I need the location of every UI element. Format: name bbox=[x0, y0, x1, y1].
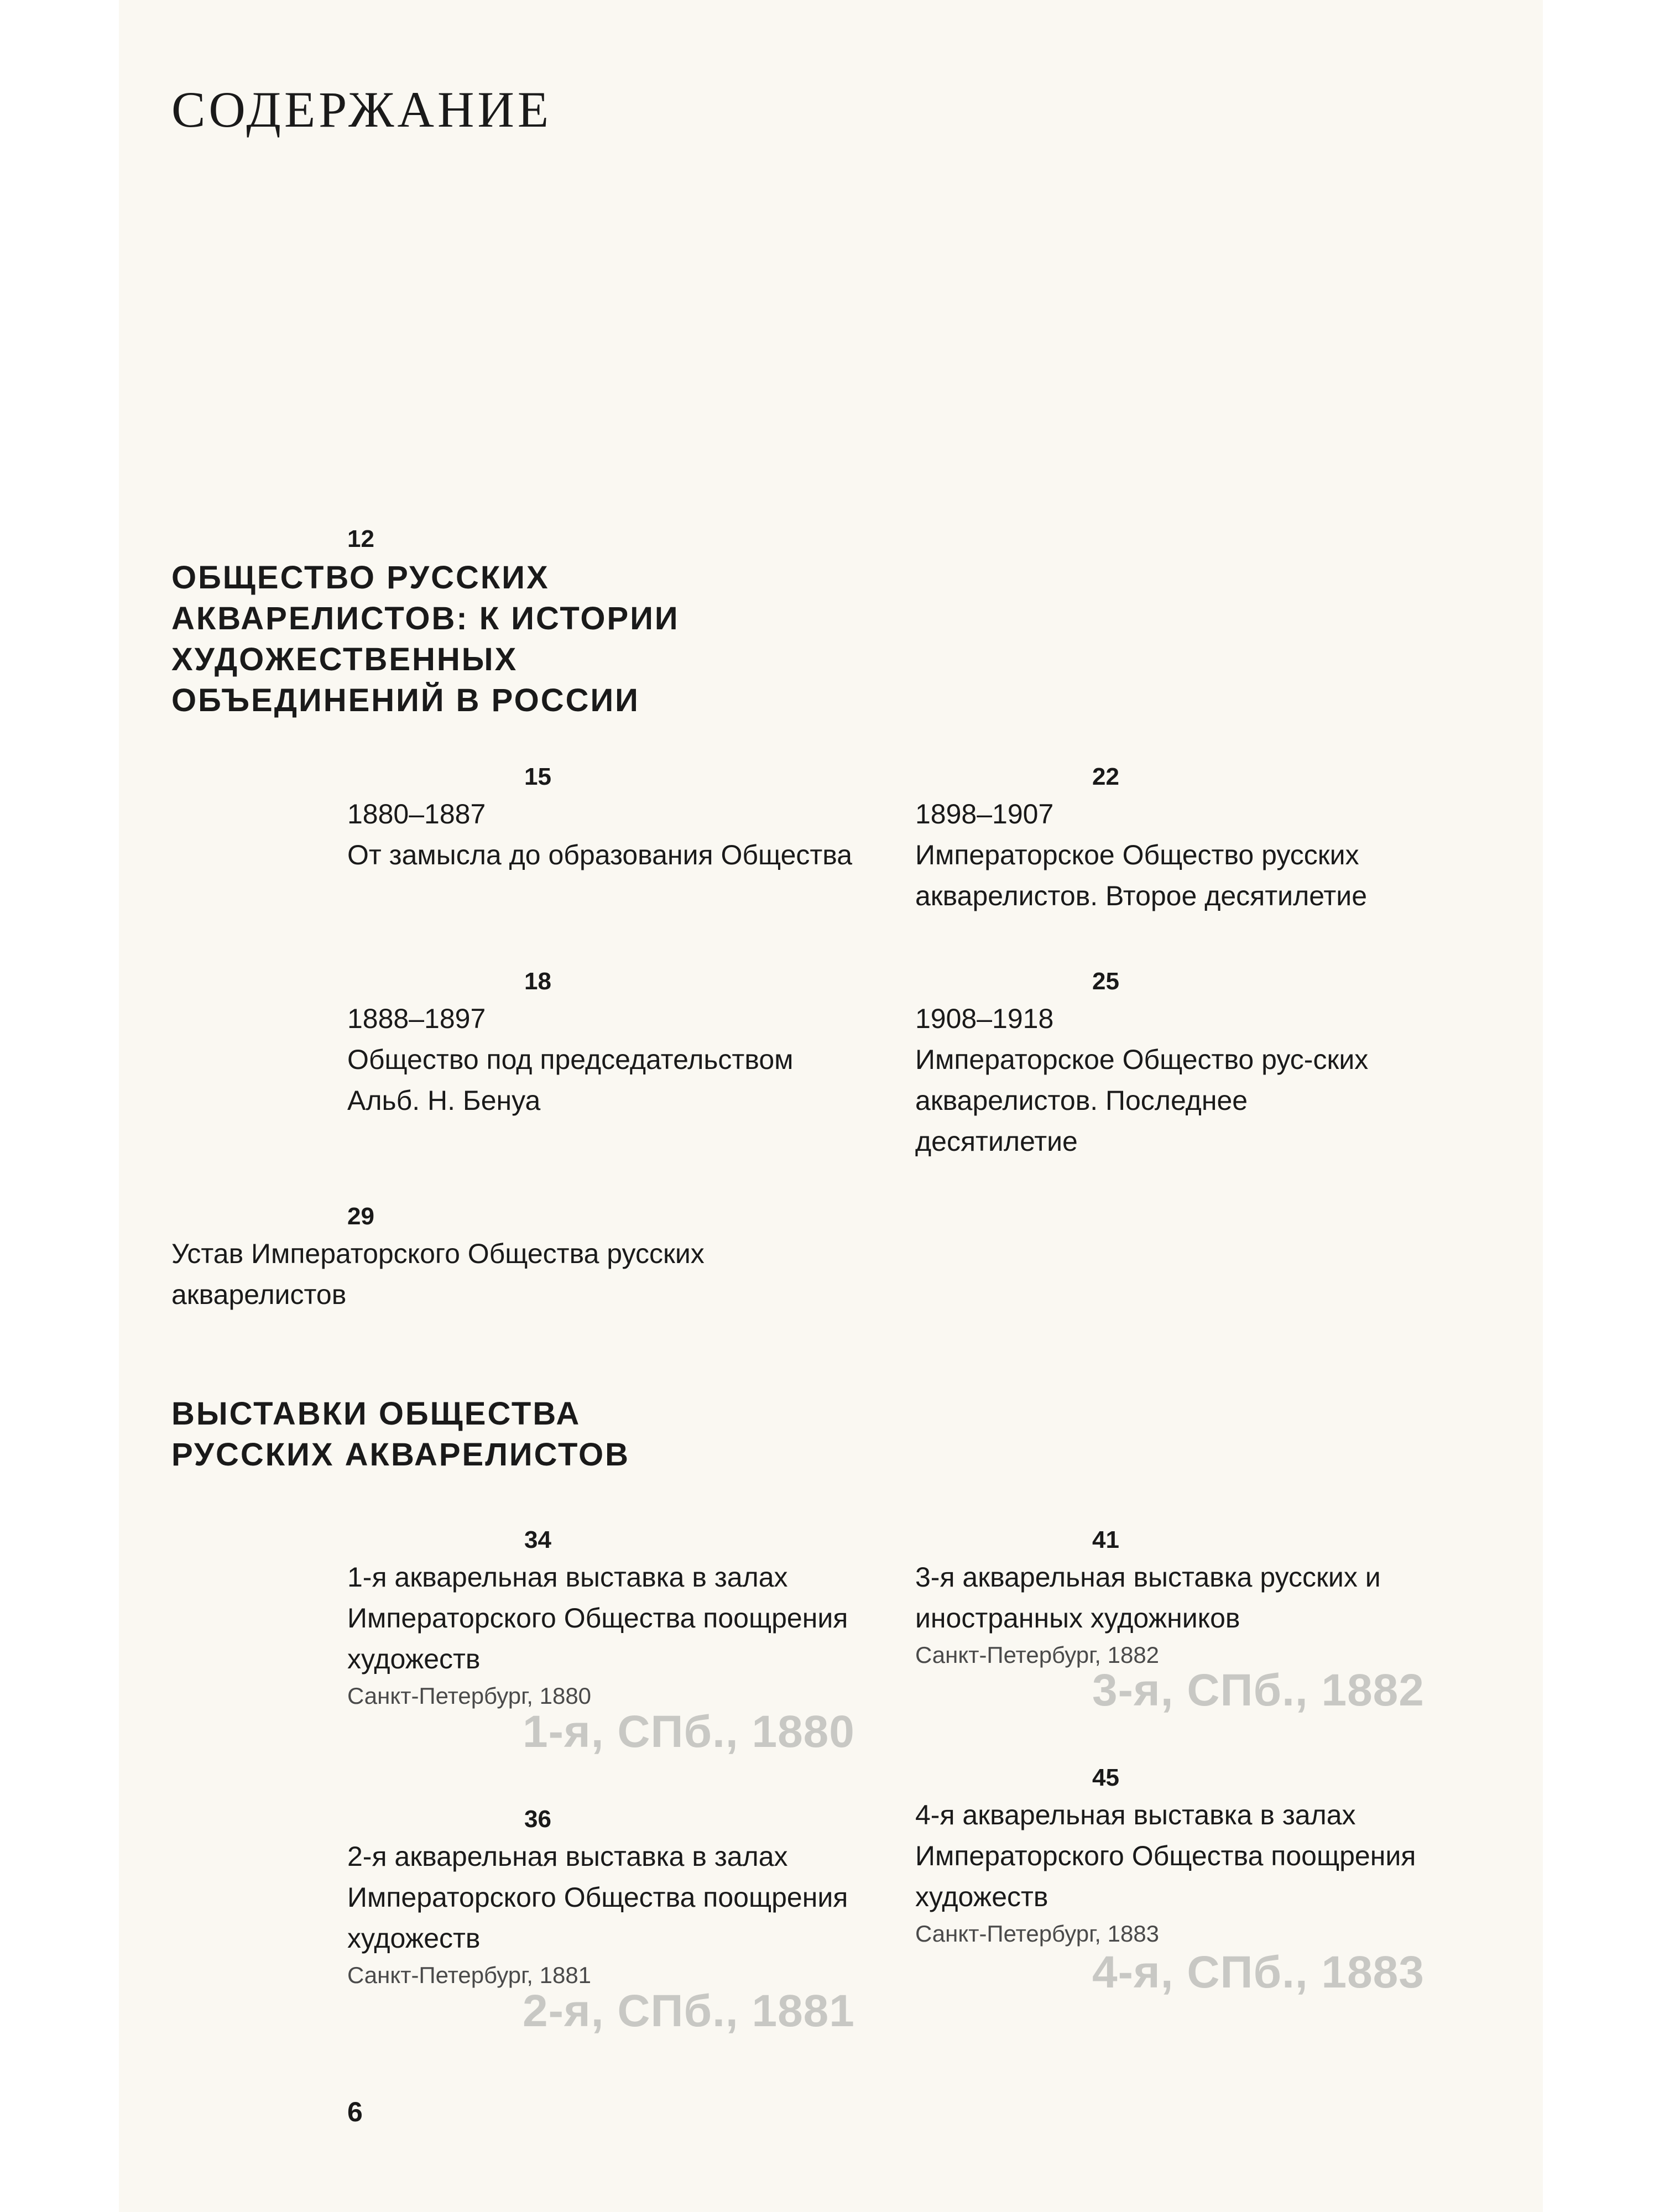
entry-page: 29 bbox=[347, 1203, 374, 1230]
entry-text: 1-я акварельная выставка в залах Императорского Общества поощрения художеств bbox=[347, 1562, 848, 1674]
entry-page: 25 bbox=[1092, 968, 1119, 995]
exhibition-entry[interactable] bbox=[347, 1524, 900, 1713]
toc-entry[interactable] bbox=[347, 760, 862, 875]
entry-page: 15 bbox=[524, 763, 551, 790]
entry-text: 2-я акварельная выставка в залах Императорского Общества поощрения художеств bbox=[347, 1841, 848, 1954]
entry-page: 41 bbox=[1092, 1526, 1119, 1553]
entry-text: 4-я акварельная выставка в залах Императорского Общества поощрения художеств bbox=[915, 1799, 1416, 1912]
section1-title[interactable]: ОБЩЕСТВО РУССКИХ АКВАРЕЛИСТОВ: К ИСТОРИИ ХУДОЖЕСТВЕННЫХ ОБЪЕДИНЕНИЙ В РОССИИ bbox=[171, 560, 680, 718]
entry-text: Императорское Общество рус-ских акварелистов. Последнее десятилетие bbox=[915, 1044, 1369, 1157]
exhibition-label-ghost: 2-я, СПб., 1881 bbox=[523, 1986, 855, 2036]
section1-page[interactable]: 12 bbox=[347, 525, 374, 552]
exhibition-entry[interactable] bbox=[915, 1761, 1468, 1950]
entry-years: 1888–1897 bbox=[347, 1003, 486, 1034]
section2-title[interactable]: ВЫСТАВКИ ОБЩЕСТВА РУССКИХ АКВАРЕЛИСТОВ bbox=[171, 1396, 630, 1473]
entry-page: 22 bbox=[1092, 763, 1119, 790]
toc-entry-ustav[interactable] bbox=[171, 1200, 713, 1315]
entry-text: Императорское Общество русских акварелистов. Второе десятилетие bbox=[915, 839, 1368, 911]
entry-place: Санкт-Петербург, 1883 bbox=[915, 1921, 1160, 1947]
entry-page: 36 bbox=[524, 1806, 551, 1833]
entry-page: 45 bbox=[1092, 1764, 1119, 1791]
entry-page: 18 bbox=[524, 968, 551, 995]
toc-entry[interactable] bbox=[915, 965, 1402, 1162]
entry-place: Санкт-Петербург, 1882 bbox=[915, 1642, 1160, 1668]
toc-entry[interactable] bbox=[347, 965, 862, 1121]
entry-text: Общество под председательством Альб. Н. Бенуа bbox=[347, 1044, 794, 1116]
exhibition-label-ghost: 3-я, СПб., 1882 bbox=[1092, 1665, 1425, 1715]
entry-years: 1908–1918 bbox=[915, 1003, 1054, 1034]
entry-years: 1898–1907 bbox=[915, 799, 1054, 830]
entry-place: Санкт-Петербург, 1881 bbox=[347, 1962, 592, 1988]
entry-text: От замысла до образования Общества bbox=[347, 839, 853, 870]
exhibition-label-ghost: 4-я, СПб., 1883 bbox=[1092, 1947, 1425, 1997]
toc-entry[interactable] bbox=[915, 760, 1468, 916]
entry-page: 34 bbox=[524, 1526, 551, 1553]
page-number: 6 bbox=[347, 2096, 363, 2127]
entry-place: Санкт-Петербург, 1880 bbox=[347, 1683, 592, 1709]
entry-text: 3-я акварельная выставка русских и иностранных художников bbox=[915, 1562, 1381, 1634]
entry-text: Устав Императорского Общества русских акварелистов bbox=[171, 1238, 705, 1310]
exhibition-entry[interactable] bbox=[915, 1524, 1524, 1672]
entry-years: 1880–1887 bbox=[347, 799, 486, 830]
page-title: СОДЕРЖАНИЕ bbox=[171, 81, 552, 138]
exhibition-label-ghost: 1-я, СПб., 1880 bbox=[523, 1707, 855, 1757]
exhibition-entry[interactable] bbox=[347, 1803, 900, 1992]
